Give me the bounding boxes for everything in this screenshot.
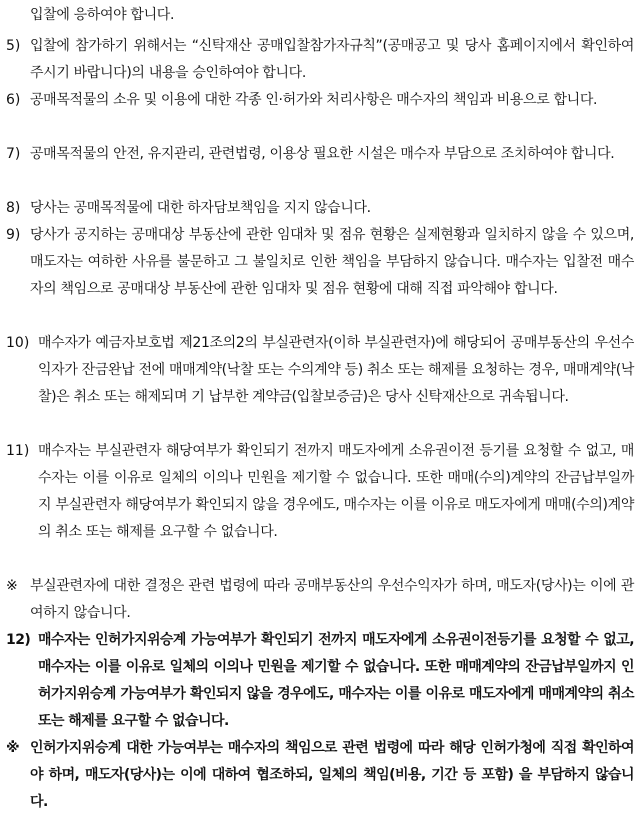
note-marker: ※ [6,578,18,594]
item-text: 매수자는 인허가지위승계 가능여부가 확인되기 전까지 매도자에게 소유권이전등기를 요청할 수 없고, 매수자는 이를 이유로 일체의 이의나 민원을 제기할 수 없습니다. 또한 매매계약의 잔금납부일까지 인허가지위승계 가능여부가 확인되지 않을 경우에도, 매수자는 이를 이유로 매도자에게 매매계약의 취소 또는 해제를 요구할 수 없습니다. [38,632,634,729]
item-text: 당사는 공매목적물에 대한 하자담보책임을 지지 않습니다. [30,200,371,216]
item-text: 입찰에 응하여야 합니다. [30,7,175,23]
item-marker: 11) [6,443,30,459]
item-text: 공매목적물의 안전, 유지관리, 관련법령, 이용상 필요한 시설은 매수자 부담으로 조치하여야 합니다. [30,146,615,162]
item-text: 공매목적물의 소유 및 이용에 대한 각종 인·허가와 처리사항은 매수자의 책임과 비용으로 합니다. [30,92,598,108]
item-text: 매수자는 부실관련자 해당여부가 확인되기 전까지 매도자에게 소유권이전 등기를 요청할 수 없고, 매수자는 이를 이유로 일체의 이의나 민원을 제기할 수 없습니다. 또한 매매(수의)계약의 잔금납부일까지 부실관련자 해당여부가 확인되지 않을 경우에도, 매수자는 이를 이유로 매도자에게 매매(수의)계약의 취소 또는 해제를 요구할 수 없습니다. [38,443,634,540]
item-marker: 7) [6,146,21,162]
item-text: 인허가지위승계 대한 가능여부는 매수자의 책임으로 관련 법령에 따라 해당 인허가청에 직접 확인하여야 하며, 매도자(당사)는 이에 대하여 협조하되, 일체의 책임(비용, 기간 등 포함) 을 부담하지 않습니다. [30,740,634,810]
item-marker: 12) [6,632,31,648]
item-marker: 8) [6,200,21,216]
item-marker: 5) [6,38,21,54]
item-text: 부실관련자에 대한 결정은 관련 법령에 따라 공매부동산의 우선수익자가 하며, 매도자(당사)는 이에 관여하지 않습니다. [30,578,634,621]
item-text: 매수자가 예금자보호법 제21조의2의 부실관련자(이하 부실관련자)에 해당되어 공매부동산의 우선수익자가 잔금완납 전에 매매계약(낙찰 또는 수의계약 등) 취소 또는 해제를 요청하는 경우, 매매계약(낙찰)은 취소 또는 해제되며 기 납부한 계약금(입찰보증금)은 당사 신탁재산으로 귀속됩니다. [38,335,634,405]
item-marker: 9) [6,227,21,243]
item-text: 입찰에 참가하기 위해서는 “신탁재산 공매입찰참가자규칙”(공매공고 및 당사 홈페이지에서 확인하여 주시기 바랍니다)의 내용을 승인하여야 합니다. [30,38,634,81]
item-marker: 6) [6,92,21,108]
item-text: 당사가 공지하는 공매대상 부동산에 관한 임대차 및 점유 현황은 실제현황과 일치하지 않을 수 있으며, 매도자는 여하한 사유를 불문하고 그 불일치로 인한 책임을 부담하지 않습니다. 매수자는 입찰전 매수자의 책임으로 공매대상 부동산에 관한 임대차 및 점유 현황에 대해 직접 파악해야 합니다. [30,227,634,297]
item-marker: 10) [6,335,30,351]
note-marker: ※ [6,740,20,756]
